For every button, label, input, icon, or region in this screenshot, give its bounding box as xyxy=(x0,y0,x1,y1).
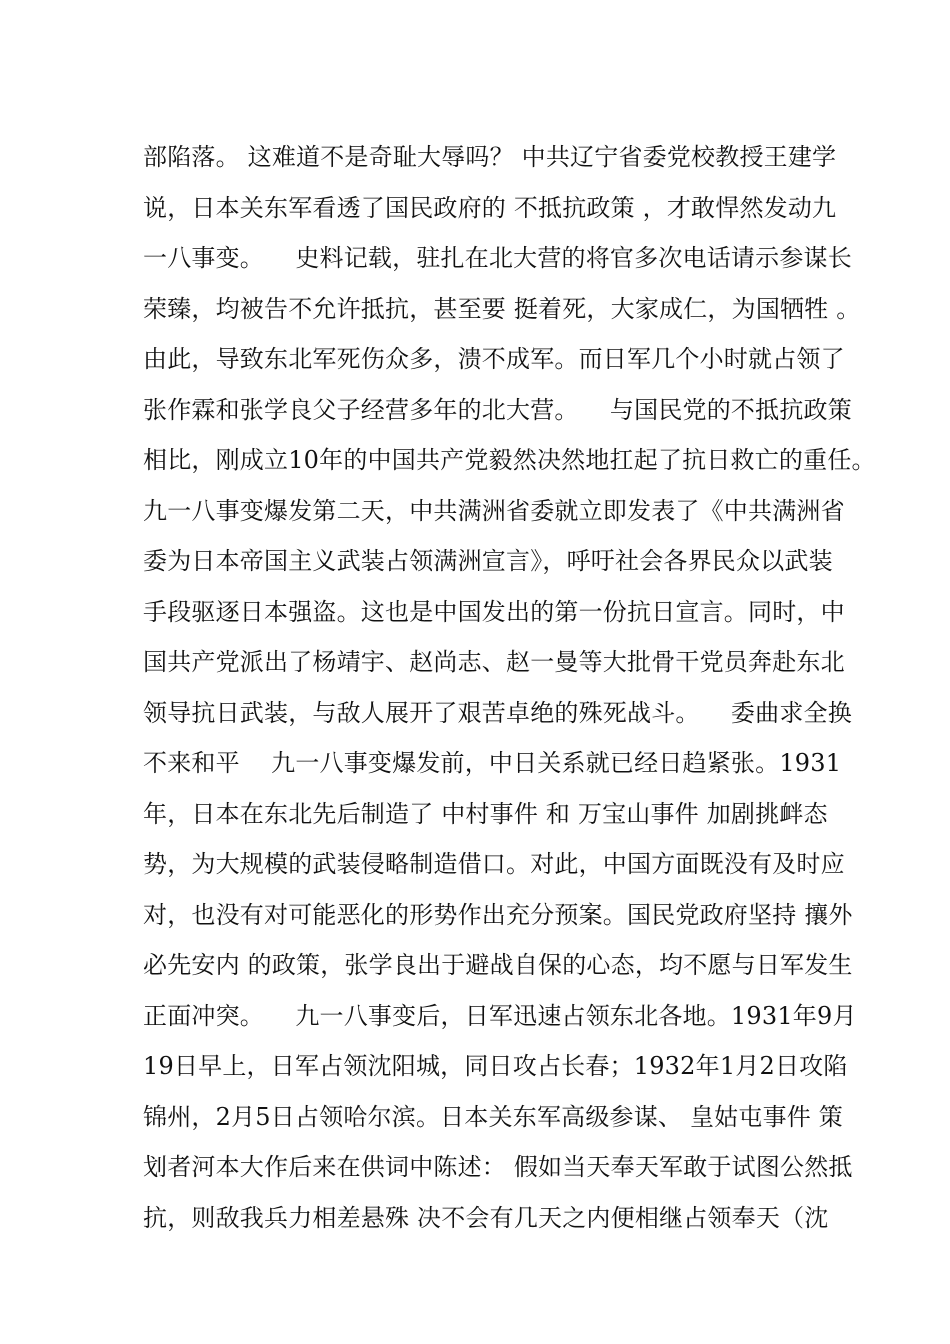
text-line: 国共产党派出了杨靖宇、赵尚志、赵一曼等大批骨干党员奔赴东北 xyxy=(143,648,845,676)
text-line: 19日早上，日军占领沈阳城，同日攻占长春；1932年1月2日攻陷 xyxy=(143,1052,848,1080)
text-line: 领导抗日武装，与敌人展开了艰苦卓绝的殊死战斗。 委曲求全换 xyxy=(143,698,852,727)
text-line: 不来和平 九一八事变爆发前，中日关系就已经日趋紧张。1931 xyxy=(143,749,842,777)
text-line: 九一八事变爆发第二天，中共满洲省委就立即发表了《中共满洲省 xyxy=(143,496,845,525)
text-line: 年，日本在东北先后制造了 中村事件 和 万宝山事件 加剧挑衅态 xyxy=(143,799,828,828)
text-line: 一八事变。 史料记载，驻扎在北大营的将官多次电话请示参谋长 xyxy=(143,244,852,272)
body-text xyxy=(143,132,876,1243)
text-line: 势，为大规模的武装侵略制造借口。对此，中国方面既没有及时应 xyxy=(143,850,845,878)
text-line: 由此，导致东北军死伤众多，溃不成军。而日军几个小时就占领了 xyxy=(143,345,845,373)
text-line: 相比，刚成立10年的中国共产党毅然决然地扛起了抗日救亡的重任。 xyxy=(143,446,876,474)
text-line: 委为日本帝国主义武装占领满洲宣言》，呼吁社会各界民众以武装 xyxy=(143,547,833,575)
text-line: 部陷落。 这难道不是奇耻大辱吗？ 中共辽宁省委党校教授王建学 xyxy=(143,143,837,171)
text-line: 说，日本关东军看透了国民政府的 不抵抗政策 ，才敢悍然发动九 xyxy=(143,193,837,222)
text-line: 正面冲突。 九一八事变后，日军迅速占领东北各地。1931年9月 xyxy=(143,1001,857,1030)
text-line: 必先安内 的政策，张学良出于避战自保的心态，均不愿与日军发生 xyxy=(143,951,853,979)
text-line: 对，也没有对可能恶化的形势作出充分预案。国民党政府坚持 攘外 xyxy=(143,900,853,929)
text-line: 张作霖和张学良父子经营多年的北大营。 与国民党的不抵抗政策 xyxy=(143,395,852,424)
text-line: 抗，则敌我兵力相差悬殊 决不会有几天之内便相继占领奉天（沈 xyxy=(143,1203,829,1232)
text-line: 锦州，2月5日占领哈尔滨。日本关东军高级参谋、 皇姑屯事件 策 xyxy=(143,1102,843,1131)
text-line: 荣臻，均被告不允许抵抗，甚至要 挺着死，大家成仁，为国牺牲 。 xyxy=(143,294,861,323)
text-line: 划者河本大作后来在供词中陈述： 假如当天奉天军敢于试图公然抵 xyxy=(143,1153,853,1181)
text-line: 手段驱逐日本强盗。这也是中国发出的第一份抗日宣言。同时，中 xyxy=(143,597,845,626)
